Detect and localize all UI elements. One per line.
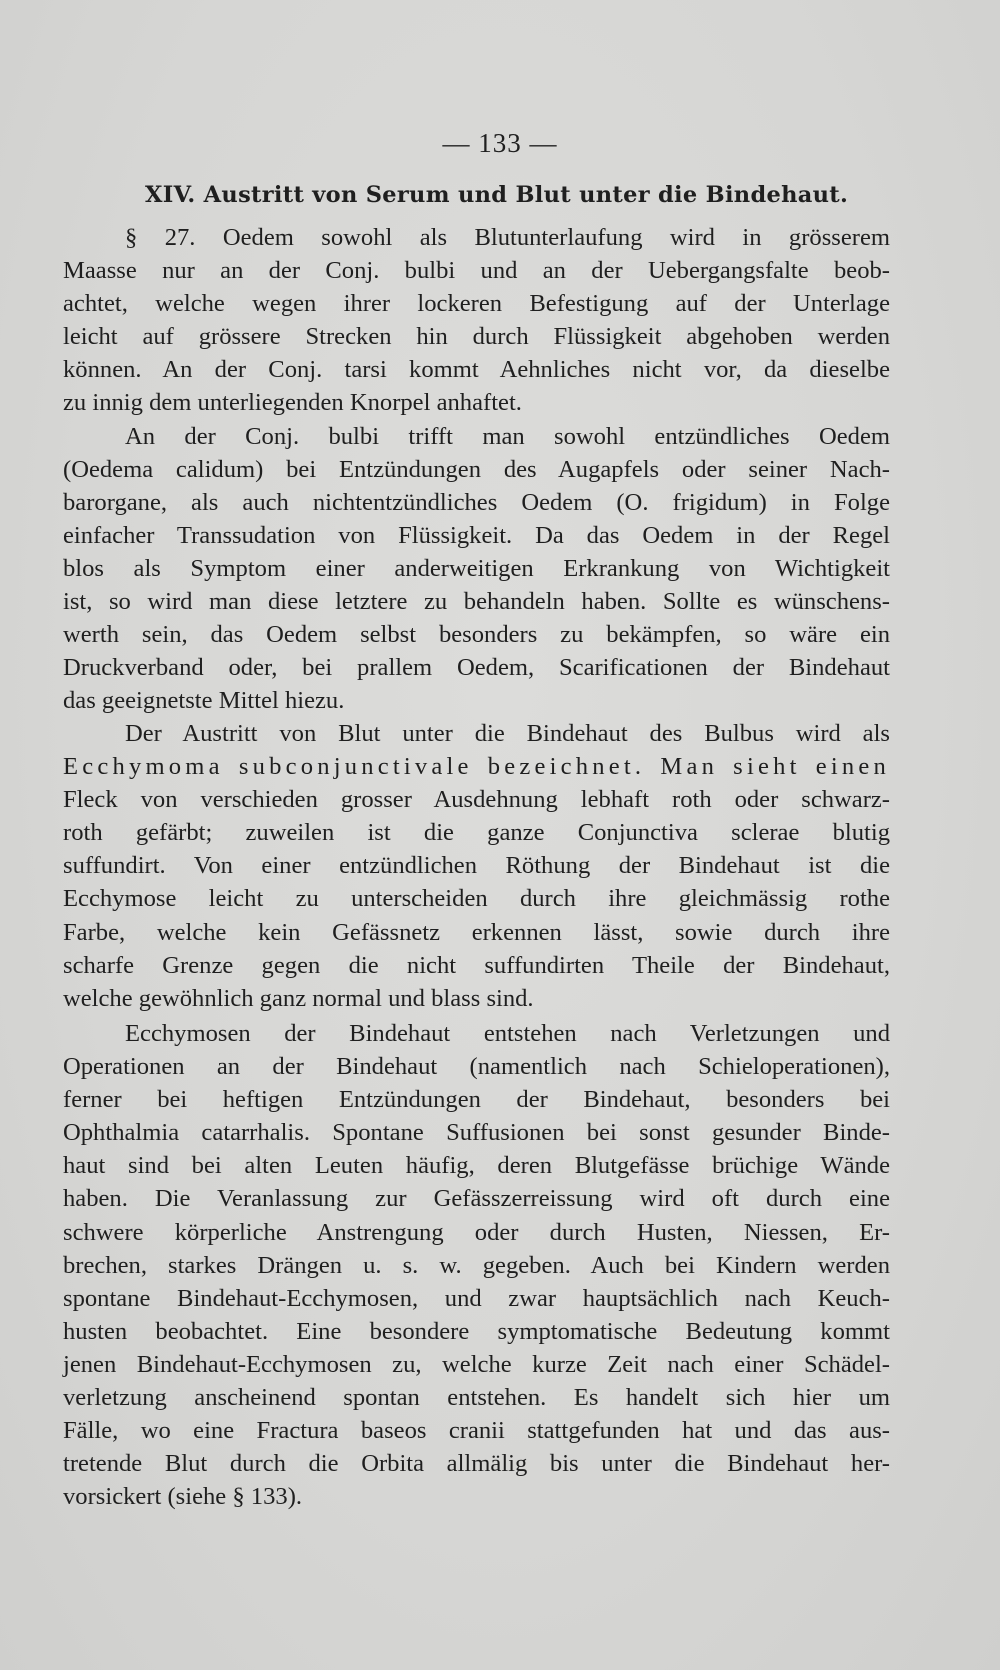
text-line: leicht auf grössere Strecken hin durch Flüssigkeit abgehoben werden (63, 323, 890, 351)
text-line: suffundirt. Von einer entzündlichen Röthung der Bindehaut ist die (63, 852, 890, 880)
text-line: Ecchymosen der Bindehaut entstehen nach Verletzungen und (125, 1020, 890, 1047)
text-line: welche gewöhnlich ganz normal und blass sind. (63, 984, 534, 1012)
text-block-ecchymoma (63, 717, 890, 1015)
text-block-oedem (63, 221, 890, 717)
text-line: blos als Symptom einer anderweitigen Erkrankung von Wichtigkeit (63, 554, 890, 582)
text-line: Maasse nur an der Conj. bulbi und an der Uebergangsfalte beob- (63, 257, 890, 285)
text-line: scharfe Grenze gegen die nicht suffundirten Theile der Bindehaut, (63, 951, 890, 979)
text-line: Fälle, wo eine Fractura baseos cranii stattgefunden hat und das aus- (63, 1417, 890, 1445)
text-line: ist, so wird man diese letztere zu behandeln haben. Sollte es wünschens- (63, 588, 890, 616)
text-line: § 27. Oedem sowohl als Blutunterlaufung wird in grösserem (125, 224, 890, 251)
text-line: können. An der Conj. tarsi kommt Aehnliches nicht vor, da dieselbe (63, 356, 890, 384)
text-line: brechen, starkes Drängen u. s. w. gegeben. Auch bei Kindern werden (63, 1251, 890, 1279)
text-line: haben. Die Veranlassung zur Gefässzerreissung wird oft durch eine (63, 1185, 890, 1213)
text-line: ferner bei heftigen Entzündungen der Bindehaut, besonders bei (63, 1086, 890, 1114)
paragraph-2 (63, 420, 890, 718)
text-line: tretende Blut durch die Orbita allmälig bis unter die Bindehaut her- (63, 1450, 890, 1478)
text-line: Fleck von verschieden grosser Ausdehnung lebhaft roth oder schwarz- (63, 786, 890, 814)
text-line: husten beobachtet. Eine besondere symptomatische Bedeutung kommt (63, 1317, 890, 1345)
text-line: Farbe, welche kein Gefässnetz erkennen lässt, sowie durch ihre (63, 918, 890, 946)
paragraph-4 (63, 1017, 890, 1513)
text-line: jenen Bindehaut-Ecchymosen zu, welche kurze Zeit nach einer Schädel- (63, 1350, 890, 1378)
text-line: zu innig dem unterliegenden Knorpel anhaftet. (63, 389, 522, 417)
paragraph-3 (63, 717, 890, 1015)
paragraph-1 (63, 221, 890, 420)
text-line: Ecchymose leicht zu unterscheiden durch ihre gleichmässig rothe (63, 885, 890, 913)
text-block-ecchymosen (63, 1017, 890, 1513)
text-line: haut sind bei alten Leuten häufig, deren Blutgefässe brüchige Wände (63, 1152, 890, 1180)
text-line: Operationen an der Bindehaut (namentlich nach Schieloperationen), (63, 1053, 890, 1081)
text-line: Druckverband oder, bei prallem Oedem, Scarificationen der Bindehaut (63, 654, 890, 682)
section-heading: XIV. Austritt von Serum und Blut unter die Bindehaut. (145, 182, 849, 208)
text-line: Der Austritt von Blut unter die Bindehaut des Bulbus wird als (125, 720, 890, 747)
text-line: verletzung anscheinend spontan entstehen. Es handelt sich hier um (63, 1384, 890, 1412)
text-line-emphasis: Ecchymoma subconjunctivale bezeichnet. Man sieht einen (63, 753, 890, 781)
text-line: vorsickert (siehe § 133). (63, 1483, 303, 1511)
text-line: schwere körperliche Anstrengung oder durch Husten, Niessen, Er- (63, 1218, 890, 1246)
text-line: roth gefärbt; zuweilen ist die ganze Conjunctiva sclerae blutig (63, 819, 890, 847)
page-number: — 133 — (442, 128, 558, 158)
text-line: werth sein, das Oedem selbst besonders zu bekämpfen, so wäre ein (63, 621, 890, 649)
text-line: spontane Bindehaut-Ecchymosen, und zwar hauptsächlich nach Keuch- (63, 1284, 890, 1312)
text-line: achtet, welche wegen ihrer lockeren Befestigung auf der Unterlage (63, 290, 890, 318)
text-line: einfacher Transsudation von Flüssigkeit. Da das Oedem in der Regel (63, 521, 890, 549)
text-line: An der Conj. bulbi trifft man sowohl entzündliches Oedem (125, 422, 890, 450)
text-line: Ophthalmia catarrhalis. Spontane Suffusionen bei sonst gesunder Binde- (63, 1119, 890, 1147)
text-line: das geeignetste Mittel hiezu. (63, 687, 345, 715)
text-line: (Oedema calidum) bei Entzündungen des Augapfels oder seiner Nach- (63, 455, 890, 483)
text-line: barorgane, als auch nichtentzündliches Oedem (O. frigidum) in Folge (63, 488, 890, 516)
